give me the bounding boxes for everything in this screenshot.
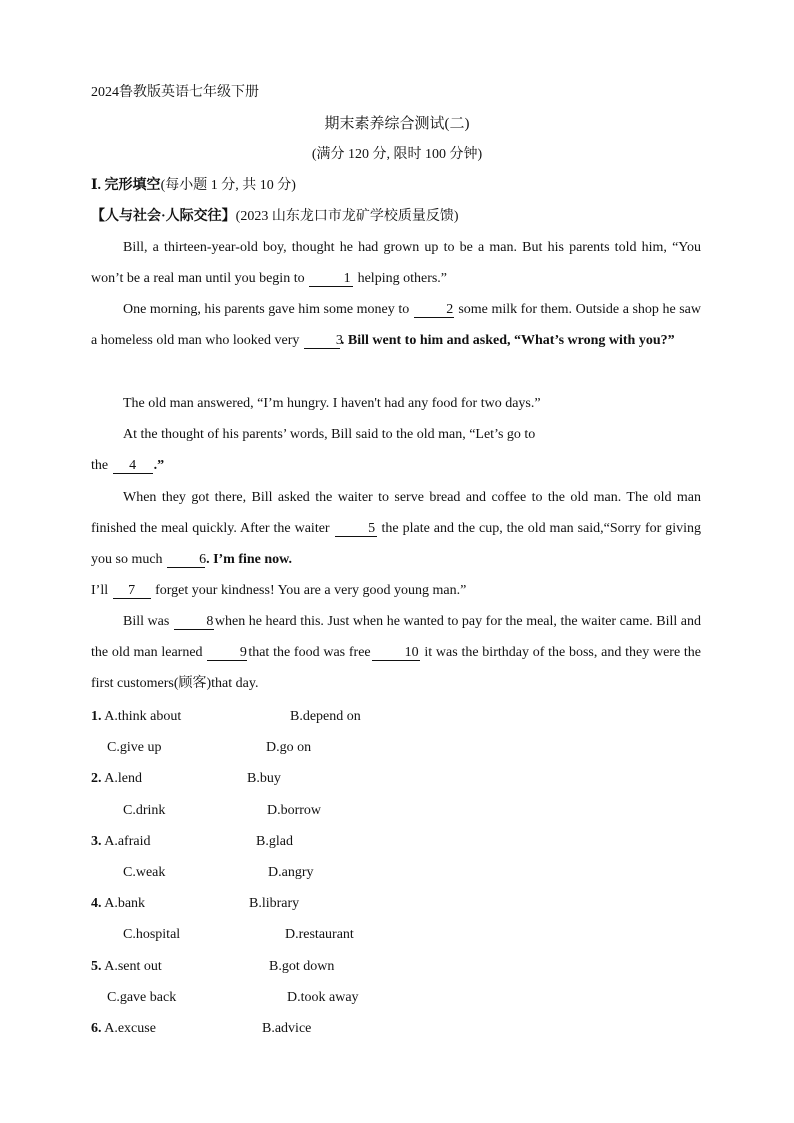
question-3: 3. A.afraid	[91, 834, 151, 849]
option-a: A.think about	[104, 709, 182, 724]
option-a: A.bank	[104, 896, 146, 911]
passage-text: . I’m fine now.	[206, 552, 293, 567]
passage-paragraph-1	[91, 232, 701, 294]
passage-text: .”	[153, 458, 165, 473]
topic-title: 【人与社会·人际交往】	[91, 209, 236, 224]
question-4: 4. A.bank	[91, 896, 146, 911]
passage-text: it was the birthday of the boss, and they were the first customers(顾客)that day.	[91, 645, 702, 691]
blank-9: 9	[207, 645, 247, 661]
blank-2: 2	[414, 302, 454, 318]
option-d: D.borrow	[267, 803, 322, 818]
blank-1: 1	[309, 271, 353, 287]
section-note: (每小题 1 分, 共 10 分)	[160, 178, 296, 193]
passage-paragraph-4: At the thought of his parents’ words, Bill said to the old man, “Let’s go to	[123, 427, 536, 442]
question-6: 6. A.excuse	[91, 1021, 156, 1036]
option-d: D.angry	[268, 865, 314, 880]
passage-text: When they got there, Bill asked the waiter to serve bread and coffee to the old man. The old man finished the meal quickly. After the waiter	[91, 490, 701, 536]
option-b: B.buy	[247, 771, 281, 786]
option-c: C.give up	[107, 740, 162, 755]
passage-text: some milk for them. Outside a shop he saw a homeless old man who looked very	[91, 302, 702, 348]
passage-text: Bill, a thirteen-year-old boy, thought he had grown up to be a man. But his parents told him, “You won’t be a real man until you begin to	[91, 240, 701, 286]
passage-text: helping others.”	[357, 271, 448, 286]
blank-10: 10	[372, 645, 420, 661]
option-b: B.library	[249, 896, 300, 911]
option-a: A.excuse	[104, 1021, 156, 1036]
book-title: 2024鲁教版英语七年级下册	[91, 85, 259, 100]
option-c: C.hospital	[123, 927, 181, 942]
option-b: B.advice	[262, 1021, 312, 1036]
blank-6: 6	[167, 552, 205, 568]
section-heading	[91, 177, 296, 195]
blank-5: 5	[335, 521, 377, 537]
passage-paragraph-2	[91, 294, 701, 356]
passage-text: Bill was	[123, 614, 170, 629]
passage-paragraph-6	[91, 575, 701, 606]
option-a: A.lend	[104, 771, 142, 786]
blank-7: 7	[113, 583, 151, 599]
passage-paragraph-4-cont	[91, 450, 701, 481]
option-d: D.took away	[287, 990, 359, 1005]
passage-paragraph-5	[91, 482, 701, 575]
passage-text: that the food was free	[248, 645, 371, 660]
passage-paragraph-7	[91, 606, 701, 699]
passage-text: . Bill went to him and asked, “What’s wrong with you?”	[340, 333, 675, 348]
blank-4: 4	[113, 458, 153, 474]
option-c: C.gave back	[107, 990, 177, 1005]
topic-source: (2023 山东龙口市龙矿学校质量反馈)	[235, 209, 459, 224]
blank-3: 3	[304, 333, 340, 349]
option-d: D.restaurant	[285, 927, 354, 942]
passage-text: One morning, his parents gave him some money to	[123, 302, 410, 317]
passage-text: I’ll	[91, 583, 109, 598]
passage-text: when he heard this. Just when he wanted to pay for the meal, the waiter came. Bill and the old man learned	[91, 614, 702, 660]
question-5: 5. A.sent out	[91, 959, 162, 974]
exam-title: 期末素养综合测试(二)	[324, 116, 470, 132]
section-title: Ⅰ. 完形填空	[91, 178, 161, 193]
topic-heading	[91, 208, 459, 226]
question-1: 1. A.think about	[91, 709, 182, 724]
question-2: 2. A.lend	[91, 771, 142, 786]
option-b: B.glad	[256, 834, 293, 849]
blank-8: 8	[174, 614, 214, 630]
passage-text: forget your kindness! You are a very good young man.”	[155, 583, 467, 598]
option-a: A.sent out	[104, 959, 162, 974]
option-c: C.weak	[123, 865, 166, 880]
option-b: B.got down	[269, 959, 335, 974]
passage-text: the plate and the cup, the old man said,“Sorry for giving you so much	[91, 521, 702, 567]
passage-paragraph-3: The old man answered, “I’m hungry. I haven't had any food for two days.”	[123, 396, 541, 411]
option-b: B.depend on	[290, 709, 361, 724]
exam-info: (满分 120 分, 限时 100 分钟)	[311, 147, 483, 162]
passage-text: the	[91, 458, 109, 473]
option-a: A.afraid	[104, 834, 151, 849]
option-c: C.drink	[123, 803, 166, 818]
option-d: D.go on	[266, 740, 312, 755]
